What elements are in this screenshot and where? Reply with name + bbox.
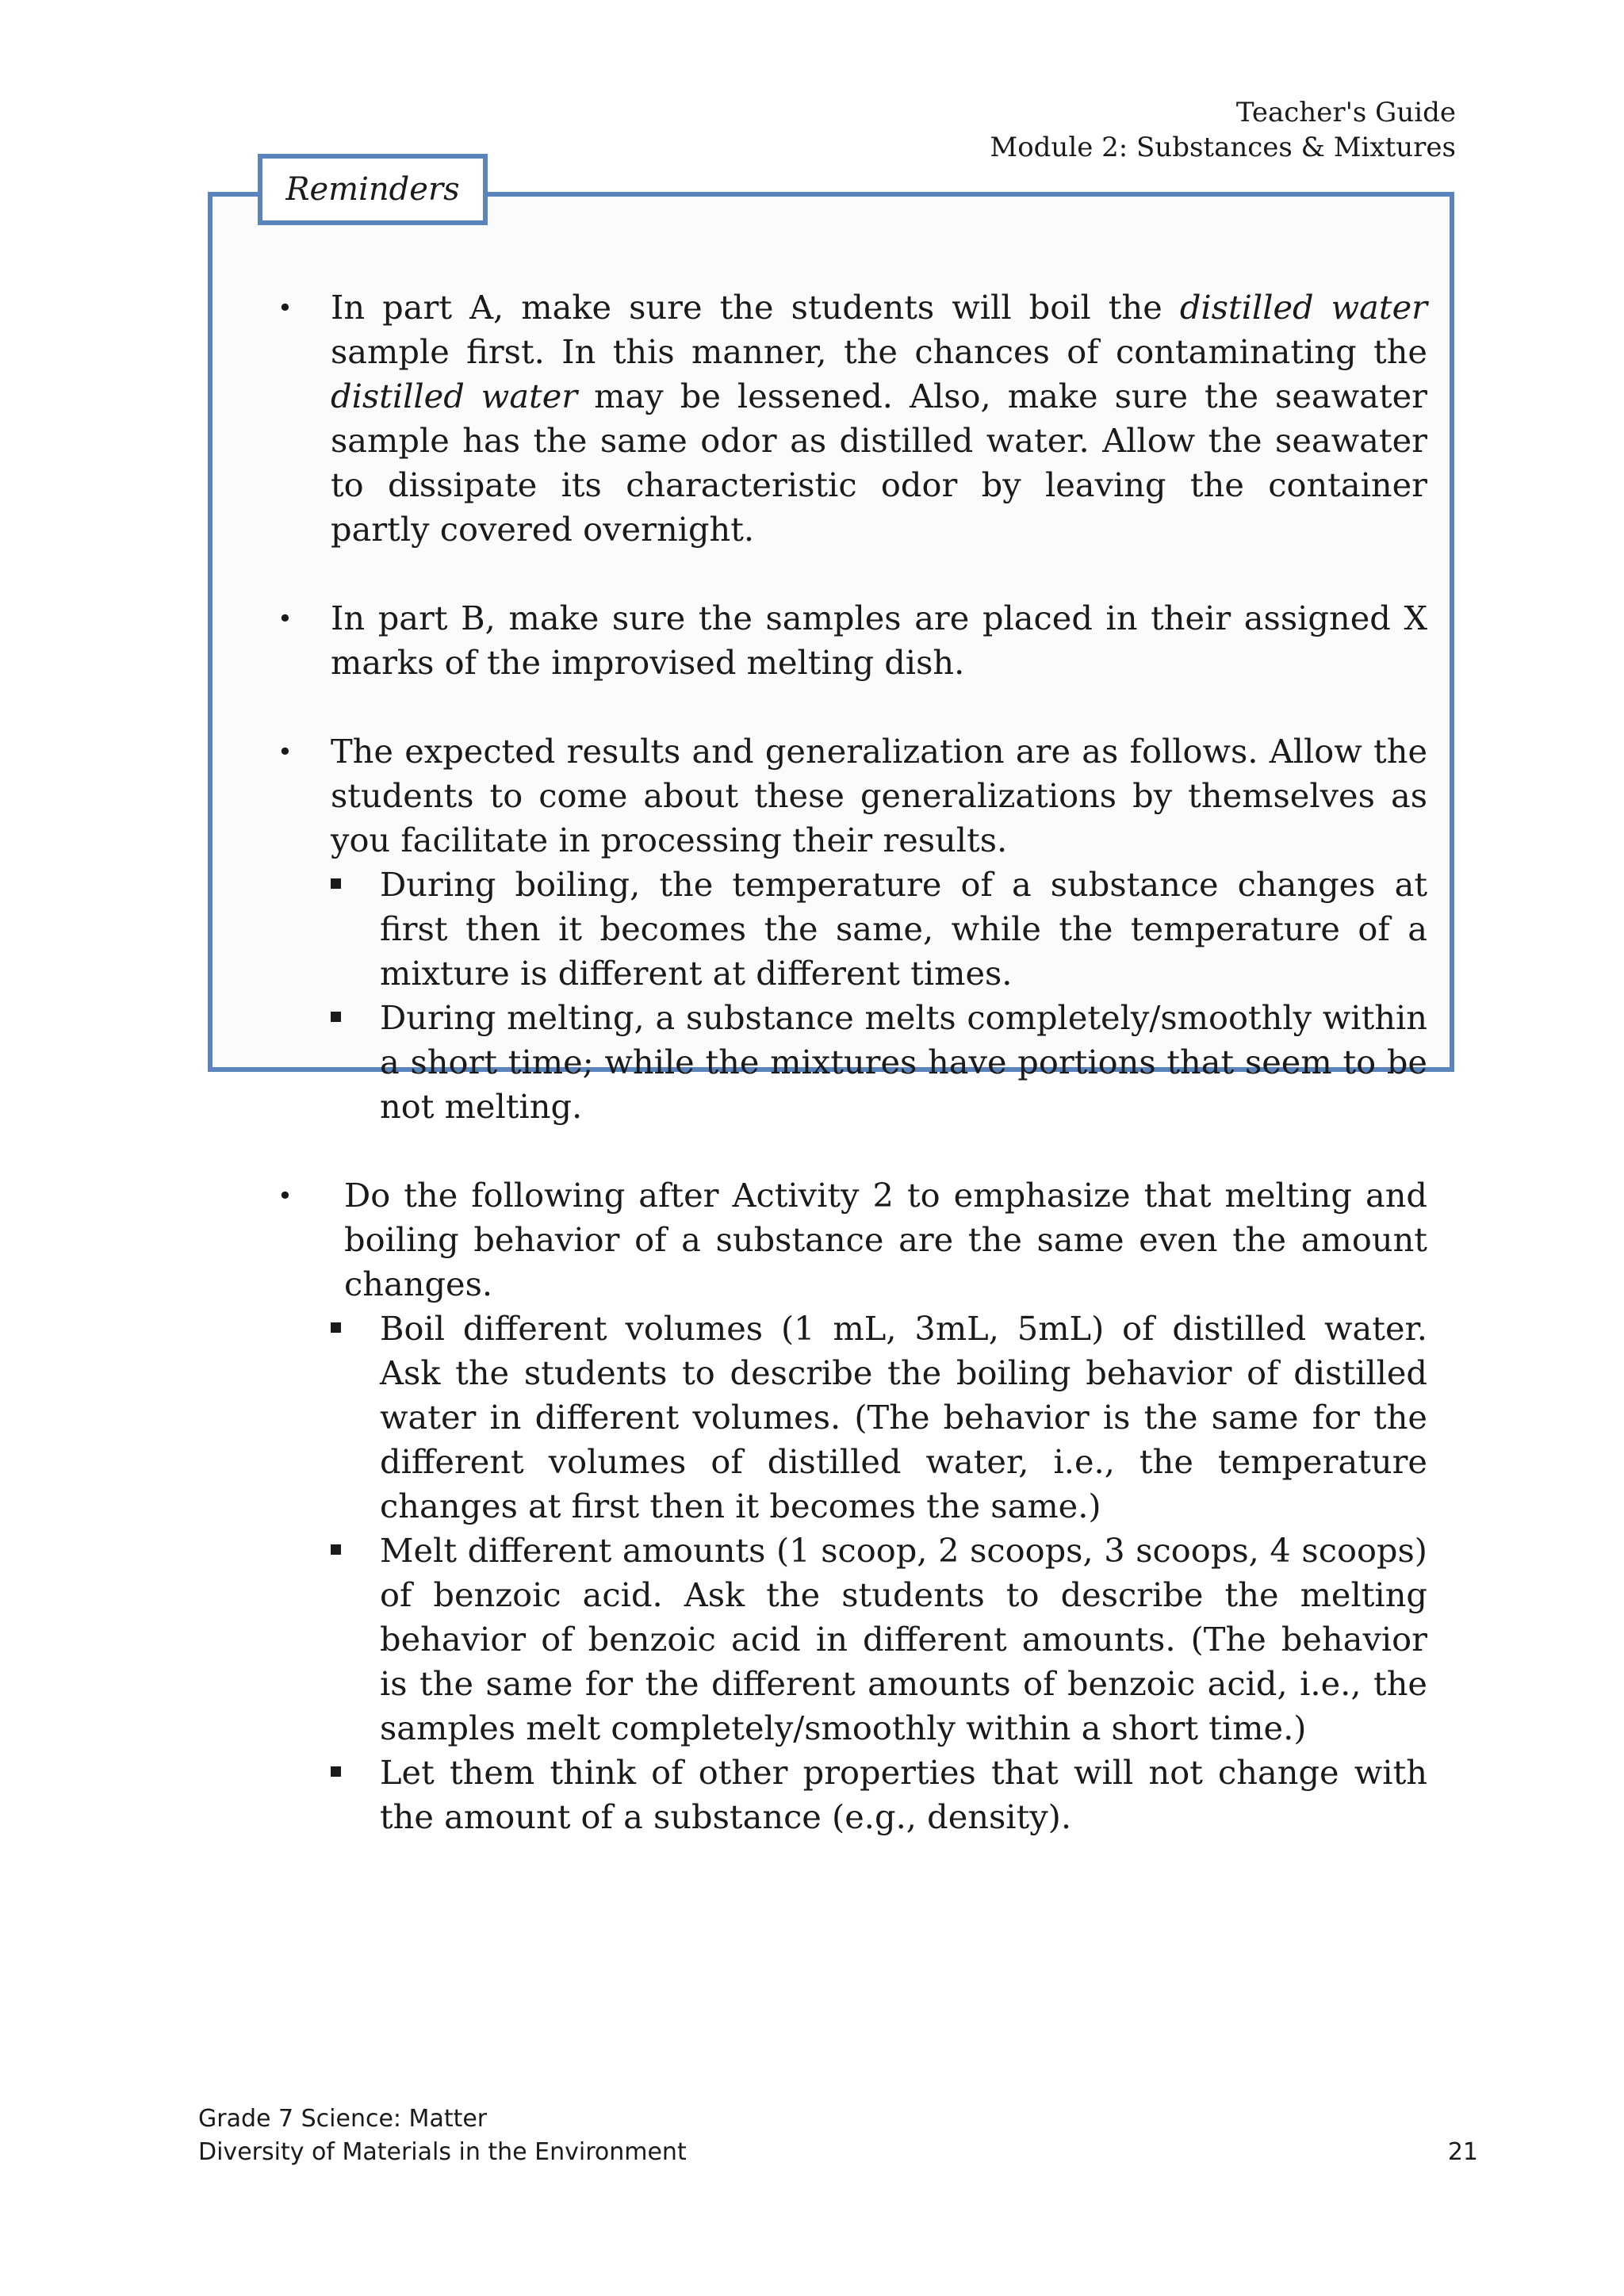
footer-course: Grade 7 Science: Matter [198,2105,488,2133]
reminder-text: In part B, make sure the samples are placed in their assigned X marks of the improvised melting dish. [331,599,1427,682]
reminder-item [278,1173,1427,1839]
square-bullet-icon [331,1544,341,1555]
square-bullet-icon [331,878,341,889]
italic-term: distilled water [331,377,578,415]
bullet-dot: • [278,1181,293,1211]
sub-list [331,1307,1427,1839]
sub-list-item: Boil different volumes (1 mL, 3mL, 5mL) of distilled water. Ask the students to describe the boiling behavior of distilled water in different volumes. (The behavior is the same for the different volumes of distilled water, i.e., the temperature changes at first then it becomes the same.) [331,1307,1427,1529]
bullet-dot: • [278,293,293,323]
bullet-dot: • [278,603,293,633]
reminder-text: In part A, make sure the students will boil the distilled water sample first. In this manner, the chances of contaminating the distilled water may be lessened. Also, make sure the seawater sample has the same odor as distilled water. Allow the seawater to dissipate its characteristic odor by leaving the container partly covered overnight. [331,288,1427,549]
italic-term: distilled water [1179,288,1427,327]
page-footer [198,2103,687,2169]
reminder-item [278,729,1427,1129]
reminder-item [278,596,1427,685]
reminders-tag-label: Reminders [285,171,460,208]
reminder-text: Do the following after Activity 2 to emphasize that melting and boiling behavior of a substance are the same even the amount changes. [344,1176,1427,1303]
footer-unit: Diversity of Materials in the Environment [198,2138,687,2166]
header-guide-title: Teacher's Guide [1235,97,1456,128]
reminders-content [278,285,1427,1839]
reminder-item [278,285,1427,552]
square-bullet-icon [331,1766,341,1777]
square-bullet-icon [331,1012,341,1022]
sub-list [331,863,1427,1129]
bullet-dot: • [278,737,293,767]
square-bullet-icon [331,1322,341,1333]
page-number: 21 [1447,2138,1478,2166]
sub-list-item: During melting, a substance melts completely/smoothly within a short time; while the mixtures have portions that seem to be not melting. [331,996,1427,1129]
header-module-title: Module 2: Substances & Mixtures [990,132,1456,163]
sub-list-item: Let them think of other properties that will not change with the amount of a substance (e.g., density). [331,1751,1427,1839]
page-header [990,95,1456,165]
reminders-tag [258,154,488,225]
sub-list-item: Melt different amounts (1 scoop, 2 scoops, 3 scoops, 4 scoops) of benzoic acid. Ask the students to describe the melting behavior of benzoic acid in different amounts. (The behavior is the same for the different amounts of benzoic acid, i.e., the samples melt completely/smoothly within a short time.) [331,1529,1427,1751]
reminder-text: The expected results and generalization are as follows. Allow the students to come about these generalizations by themselves as you facilitate in processing their results. [331,732,1427,859]
sub-list-item: During boiling, the temperature of a substance changes at first then it becomes the same, while the temperature of a mixture is different at different times. [331,863,1427,996]
